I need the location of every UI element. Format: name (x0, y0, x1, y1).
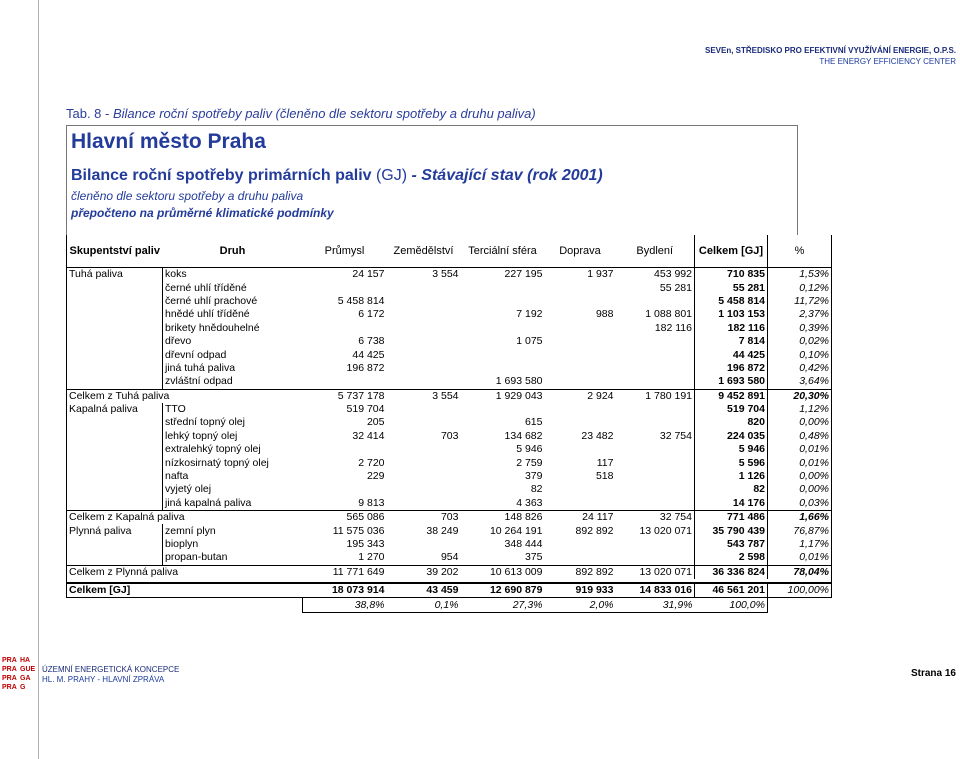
value-cell-b (616, 348, 695, 361)
value-cell-t: 615 (524, 416, 543, 429)
group-name-cell (67, 497, 163, 511)
grand-total-row (67, 583, 832, 598)
grand-value-z: 43 459 (387, 583, 461, 598)
percent-cell: 0,00% (768, 483, 832, 496)
col-header-doprava: Doprava (545, 235, 616, 268)
value-cell-p: 44 425 (352, 348, 385, 361)
group-total-label: Celkem z Kapalná paliva (67, 511, 303, 525)
share-value-b: 31,9% (616, 598, 695, 612)
total-value-p: 11 771 649 (303, 565, 387, 579)
total-value-p: 5 737 178 (303, 389, 387, 403)
col-header-celkem: Celkem [GJ] (695, 235, 768, 268)
table-row (67, 538, 832, 551)
group-name-cell (67, 362, 163, 375)
percent-cell: 11,72% (768, 295, 832, 308)
value-cell-b (616, 403, 695, 416)
grand-total-percent: 100,00% (768, 583, 832, 598)
percent-cell: 0,39% (768, 322, 832, 335)
value-cell-z (387, 348, 461, 361)
group-total-row (67, 565, 832, 579)
group-total-row (67, 389, 832, 403)
value-cell-z (387, 295, 461, 308)
table-row (67, 335, 832, 348)
logo-letters: G (20, 684, 26, 691)
group-name-cell (67, 335, 163, 348)
value-cell-p (303, 281, 387, 294)
col-header-procento: % (768, 235, 832, 268)
col-header-druh: Druh (163, 235, 303, 268)
value-cell-t (461, 322, 545, 335)
share-value-t: 27,3% (461, 598, 545, 612)
value-cell-b (616, 335, 695, 348)
total-cell: 55 281 (695, 281, 768, 294)
share-empty (67, 598, 163, 612)
footer-text (42, 665, 179, 685)
value-cell-t (461, 348, 545, 361)
table-row (67, 483, 832, 496)
value-cell-t: 4 363 (516, 496, 543, 509)
total-value-d: 892 892 (545, 565, 616, 579)
prague-logo (2, 657, 38, 693)
table-row (67, 348, 832, 361)
value-cell-t: 134 682 (504, 429, 543, 442)
fuel-type-cell: hnědé uhlí tříděné (163, 308, 303, 321)
table-row (67, 470, 832, 483)
fuel-type-cell: zemní plyn (163, 524, 303, 537)
percent-cell: 0,10% (768, 348, 832, 361)
value-cell-p: 196 872 (346, 361, 385, 374)
group-name-cell (67, 538, 163, 551)
col-header-zemedelstvi: Zemědělství (387, 235, 461, 268)
table-header-row (67, 235, 832, 268)
climate-note: přepočteno na průměrné klimatické podmínky (71, 206, 334, 220)
percent-cell: 0,01% (768, 443, 832, 456)
value-cell-z (387, 335, 461, 348)
value-cell-p: 6 738 (358, 335, 385, 348)
total-cell: 543 787 (695, 538, 768, 551)
value-cell-p: 205 (366, 416, 385, 429)
percent-cell: 0,48% (768, 430, 832, 443)
total-value-b: 13 020 071 (616, 565, 695, 579)
grand-value-t: 12 690 879 (461, 583, 545, 598)
total-cell: 820 (695, 416, 768, 429)
value-cell-p: 1 270 (358, 551, 385, 564)
logo-letters: HA (20, 657, 31, 664)
value-cell-t: 1 075 (516, 335, 543, 348)
table-row (67, 375, 832, 389)
value-cell-p: 32 414 (352, 429, 385, 442)
total-cell: 5 596 (695, 456, 768, 469)
value-cell-z (387, 403, 461, 416)
table-row (67, 497, 832, 511)
organization-header (705, 45, 956, 67)
fuel-type-cell: zvláštní odpad (163, 375, 303, 389)
value-cell-p: 195 343 (346, 538, 385, 550)
value-cell-d: 117 (596, 456, 614, 469)
value-cell-z (387, 375, 461, 389)
fuel-type-cell: dřevní odpad (163, 348, 303, 361)
value-cell-p: 11 575 036 (332, 524, 385, 537)
total-value-t: 1 929 043 (461, 389, 545, 403)
table-row (67, 524, 832, 537)
group-name-cell (67, 322, 163, 335)
table-row (67, 322, 832, 335)
total-cell: 710 835 (695, 268, 768, 282)
share-row (67, 598, 832, 612)
fuel-type-cell: střední topný olej (163, 416, 303, 429)
logo-letters: PRA (2, 666, 17, 673)
share-value-p: 38,8% (303, 598, 387, 612)
fuel-type-cell: černé uhlí tříděné (163, 281, 303, 294)
footer-line1: ÚZEMNÍ ENERGETICKÁ KONCEPCE (42, 665, 180, 674)
value-cell-d: 518 (595, 470, 614, 483)
percent-cell: 1,12% (768, 403, 832, 416)
value-cell-d (545, 281, 616, 294)
percent-cell: 0,12% (768, 281, 832, 294)
organization-name: SEVEn, STŘEDISKO PRO EFEKTIVNÍ VYUŽÍVÁNÍ ENERGIE, O.P.S. (704, 46, 956, 55)
value-cell-t: 227 195 (504, 268, 543, 281)
table-row (67, 416, 832, 429)
organization-subtitle: THE ENERGY EFFICIENCY CENTER (819, 57, 956, 66)
grand-value-d: 919 933 (545, 583, 616, 598)
value-cell-d (545, 443, 616, 456)
percent-cell: 0,03% (768, 497, 832, 511)
value-cell-t (461, 403, 545, 416)
total-cell: 7 814 (695, 335, 768, 348)
value-cell-p: 24 157 (352, 268, 385, 281)
value-cell-z (387, 456, 461, 469)
percent-cell: 0,42% (768, 362, 832, 375)
fuel-type-cell: jiná kapalná paliva (163, 497, 303, 511)
value-cell-d (545, 362, 616, 375)
group-total-label: Celkem z Tuhá paliva (67, 389, 303, 403)
fuel-type-cell: bioplyn (163, 538, 303, 551)
table-caption-prefix: Tab. 8 - (66, 106, 113, 121)
value-cell-d (545, 335, 616, 348)
group-name-cell: Kapalná paliva (67, 403, 163, 416)
fuel-type-cell: nafta (163, 470, 303, 483)
group-name-cell (67, 375, 163, 389)
value-cell-z (387, 470, 461, 483)
group-name-cell (67, 416, 163, 429)
total-cell: 44 425 (695, 348, 768, 361)
value-cell-d (545, 551, 616, 565)
fuel-type-cell: extralehký topný olej (163, 443, 303, 456)
group-name-cell (67, 470, 163, 483)
group-total-celkem: 36 336 824 (695, 565, 768, 579)
percent-cell: 0,01% (768, 456, 832, 469)
value-cell-z (387, 443, 461, 456)
page-number: Strana 16 (910, 668, 956, 679)
grand-value-b: 14 833 016 (616, 583, 695, 598)
total-cell: 1 103 153 (695, 308, 768, 321)
fuel-type-cell: jiná tuhá paliva (163, 362, 303, 375)
fuel-balance-table (66, 235, 832, 613)
percent-cell: 1,53% (768, 268, 832, 282)
total-cell: 14 176 (695, 497, 768, 511)
percent-cell: 0,00% (768, 416, 832, 429)
table-row (67, 295, 832, 308)
balance-title-state: - Stávající stav (rok 2001) (411, 167, 603, 184)
group-name-cell (67, 295, 163, 308)
value-cell-p: 229 (366, 470, 385, 483)
value-cell-t: 10 264 191 (489, 524, 543, 537)
value-cell-t (461, 362, 545, 375)
value-cell-z (387, 322, 461, 335)
share-value-z: 0,1% (387, 598, 461, 612)
group-name-cell (67, 430, 163, 443)
value-cell-t: 348 444 (504, 538, 543, 550)
value-cell-z: 3 554 (432, 268, 459, 281)
value-cell-z (387, 538, 461, 551)
group-name-cell (67, 308, 163, 321)
group-name-cell (67, 443, 163, 456)
value-cell-p: 519 704 (346, 403, 385, 416)
value-cell-p (303, 375, 387, 389)
table-row (67, 268, 832, 282)
value-cell-d: 1 937 (587, 268, 614, 281)
value-cell-z (387, 483, 461, 496)
table-row (67, 308, 832, 321)
value-cell-t: 82 (530, 483, 543, 496)
value-cell-b: 182 116 (654, 321, 692, 334)
table-row (67, 430, 832, 443)
total-value-d: 24 117 (545, 511, 616, 525)
group-name-cell: Tuhá paliva (67, 268, 163, 282)
value-cell-b (616, 416, 695, 429)
group-name-cell (67, 281, 163, 294)
value-cell-t: 379 (524, 470, 543, 483)
value-cell-d: 988 (595, 308, 614, 321)
group-total-percent: 1,66% (768, 511, 832, 525)
table-row (67, 551, 832, 565)
col-header-prumysl: Průmysl (303, 235, 387, 268)
group-total-percent: 20,30% (768, 389, 832, 403)
share-empty (768, 598, 832, 612)
value-cell-z (387, 362, 461, 375)
percent-cell: 0,00% (768, 470, 832, 483)
share-value-total: 100,0% (695, 598, 768, 612)
group-name-cell (67, 483, 163, 496)
total-cell: 2 598 (695, 551, 768, 565)
table-row (67, 281, 832, 294)
value-cell-b: 1 088 801 (645, 308, 692, 321)
fuel-type-cell: koks (163, 268, 303, 282)
total-cell: 5 458 814 (695, 295, 768, 308)
value-cell-t (461, 281, 545, 294)
value-cell-b (616, 362, 695, 375)
value-cell-p: 6 172 (358, 308, 385, 321)
page-margin-line (38, 0, 39, 759)
value-cell-b: 32 754 (659, 429, 692, 442)
total-cell: 1 126 (695, 470, 768, 483)
logo-letters: PRA (2, 675, 17, 682)
group-total-label: Celkem z Plynná paliva (67, 565, 303, 579)
footer-line2: HL. M. PRAHY - HLAVNÍ ZPRÁVA (42, 675, 165, 684)
group-total-celkem: 771 486 (695, 511, 768, 525)
total-value-z: 39 202 (387, 565, 461, 579)
total-value-b: 32 754 (616, 511, 695, 525)
total-cell: 35 790 439 (695, 524, 768, 537)
total-cell: 182 116 (695, 322, 768, 335)
value-cell-b (616, 295, 695, 308)
value-cell-z (387, 281, 461, 294)
fuel-type-cell: černé uhlí prachové (163, 295, 303, 308)
table-caption-text: Bilance roční spotřeby paliv (členěno dle sektoru spotřeby a druhu paliva) (112, 106, 536, 121)
group-name-cell (67, 456, 163, 469)
fuel-type-cell: brikety hnědouhelné (163, 322, 303, 335)
total-value-t: 148 826 (461, 511, 545, 525)
balance-title (71, 167, 603, 185)
total-value-d: 2 924 (545, 389, 616, 403)
value-cell-d (545, 403, 616, 416)
value-cell-z (387, 308, 461, 321)
table-row (67, 403, 832, 416)
value-cell-d: 23 482 (581, 429, 614, 442)
fuel-type-cell: vyjetý olej (163, 483, 303, 496)
total-value-z: 3 554 (387, 389, 461, 403)
fuel-type-cell: dřevo (163, 335, 303, 348)
col-header-terciarni: Terciální sféra (461, 235, 545, 268)
table-row (67, 362, 832, 375)
group-name-cell (67, 348, 163, 361)
table-title-block (66, 125, 798, 235)
col-header-skupenstvi: Skupentství paliv (67, 235, 163, 268)
grand-value-p: 18 073 914 (303, 583, 387, 598)
value-cell-d (545, 322, 616, 335)
value-cell-b (616, 497, 695, 511)
value-cell-d (545, 538, 616, 551)
value-cell-p: 9 813 (358, 496, 385, 509)
value-cell-b: 55 281 (659, 281, 692, 294)
percent-cell: 1,17% (768, 538, 832, 551)
value-cell-d (545, 295, 616, 308)
share-value-d: 2,0% (545, 598, 616, 612)
breakdown-note: členěno dle sektoru spotřeby a druhu paliva (71, 189, 304, 203)
total-cell: 196 872 (695, 362, 768, 375)
value-cell-z (387, 416, 461, 429)
balance-title-unit: (GJ) (371, 167, 412, 184)
value-cell-p (303, 443, 387, 456)
value-cell-d (545, 416, 616, 429)
value-cell-t (461, 295, 545, 308)
total-value-p: 565 086 (303, 511, 387, 525)
value-cell-b (616, 551, 695, 565)
city-title: Hlavní město Praha (71, 130, 266, 153)
value-cell-z: 38 249 (426, 524, 459, 537)
percent-cell: 76,87% (768, 524, 832, 537)
value-cell-d (545, 483, 616, 496)
value-cell-b (616, 456, 695, 469)
grand-total-celkem: 46 561 201 (695, 583, 768, 598)
value-cell-b: 453 992 (654, 268, 692, 281)
value-cell-t: 5 946 (516, 443, 543, 456)
group-total-celkem: 9 452 891 (695, 389, 768, 403)
fuel-type-cell: propan-butan (163, 551, 303, 565)
share-empty (163, 598, 303, 612)
logo-letters: GUE (20, 666, 36, 673)
value-cell-b: 13 020 071 (639, 524, 692, 537)
value-cell-d (545, 497, 616, 511)
percent-cell: 0,02% (768, 335, 832, 348)
value-cell-z: 954 (440, 551, 459, 564)
value-cell-d (545, 375, 616, 389)
total-value-t: 10 613 009 (461, 565, 545, 579)
value-cell-d: 892 892 (575, 524, 614, 537)
value-cell-p: 5 458 814 (337, 294, 385, 307)
value-cell-p: 2 720 (358, 456, 385, 469)
logo-letters: PRA (2, 684, 17, 691)
value-cell-b (616, 538, 695, 551)
value-cell-z: 703 (440, 429, 459, 442)
group-total-percent: 78,04% (768, 565, 832, 579)
fuel-type-cell: nízkosirnatý topný olej (163, 456, 303, 469)
value-cell-b (616, 375, 695, 389)
fuel-type-cell: lehký topný olej (163, 430, 303, 443)
total-cell: 82 (695, 483, 768, 496)
value-cell-t: 375 (524, 551, 543, 564)
total-cell: 1 693 580 (695, 375, 768, 389)
value-cell-z (387, 497, 461, 511)
col-header-bydleni: Bydlení (616, 235, 695, 268)
value-cell-t: 1 693 580 (495, 375, 543, 388)
percent-cell: 0,01% (768, 551, 832, 565)
value-cell-p (303, 483, 387, 496)
total-value-z: 703 (387, 511, 461, 525)
value-cell-t: 2 759 (516, 456, 543, 469)
fuel-type-cell: TTO (163, 403, 303, 416)
value-cell-b (616, 483, 695, 496)
logo-letters: GA (20, 675, 31, 682)
value-cell-p (303, 322, 387, 335)
value-cell-d (545, 348, 616, 361)
balance-title-main: Bilance roční spotřeby primárních paliv (71, 167, 372, 184)
table-caption (66, 106, 536, 121)
group-name-cell (67, 551, 163, 565)
percent-cell: 3,64% (768, 375, 832, 389)
value-cell-b (616, 443, 695, 456)
logo-letters: PRA (2, 657, 17, 664)
total-cell: 519 704 (695, 403, 768, 416)
value-cell-b (616, 470, 695, 483)
value-cell-t: 7 192 (516, 308, 543, 321)
total-cell: 224 035 (695, 430, 768, 443)
percent-cell: 2,37% (768, 308, 832, 321)
group-name-cell: Plynná paliva (67, 524, 163, 537)
grand-total-label: Celkem [GJ] (67, 583, 303, 598)
total-cell: 5 946 (695, 443, 768, 456)
total-value-b: 1 780 191 (616, 389, 695, 403)
group-total-row (67, 511, 832, 525)
table-row (67, 456, 832, 469)
table-row (67, 443, 832, 456)
